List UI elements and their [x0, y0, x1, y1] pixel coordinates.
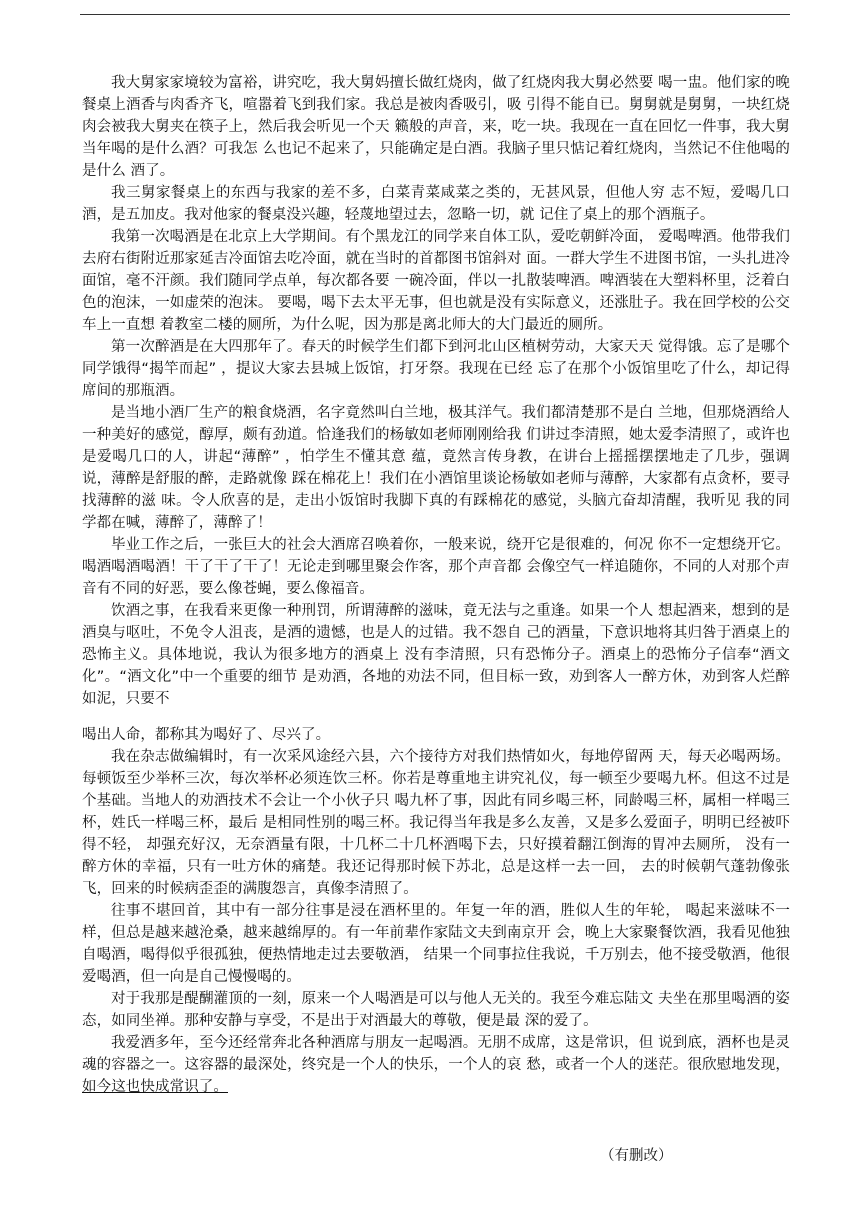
paragraph-first-drink: 我第一次喝酒是在北京上大学期间。有个黑龙江的同学来自体工队，爱吃朝鲜冷面， 爱喝啤酒。他带我们去府右街附近那家延吉冷面馆去吃冷面，就在当时的首都图书馆斜对 面。一群大学生不进图书馆，一头扎进冷面馆，毫不汗颜。我们随同学点单，每次都各要 一碗冷面，伴以一扎散装啤酒。啤酒装在大塑料杯里，泛着白色的泡沫，一如虚荣的泡沫。 要喝，喝下去太平无事，但也就是没有实际意义，还涨肚子。我在回学校的公交车上一直想 着教室二楼的厕所，为什么呢，因为那是离北师大的大门最近的厕所。 [82, 229, 790, 333]
article-body [82, 72, 790, 1098]
paragraph-brandy: 是当地小酒厂生产的粮食烧酒，名字竟然叫白兰地，极其洋气。我们都清楚那不是白 兰地，但那烧酒给人一种美好的感觉，醇厚，颇有劲道。恰逢我们的杨敏如老师刚刚给我 们讲过李清照，她太爱李清照了，或许也是爱喝几口的人，讲起“薄醉” ，怕学生不懂其意 蕴，竟然言传身教，在讲台上摇摇摆摆地走了几步，强调说，薄醉是舒服的醉，走路就像 踩在棉花上！我们在小酒馆里谈论杨敏如老师与薄醉，大家都有点贪杯，要寻找薄醉的滋 味。令人欣喜的是，走出小饭馆时我脚下真的有踩棉花的感觉，头脑亢奋却清醒，我听见 我的同学都在喊，薄醉了，薄醉了！ [82, 405, 790, 531]
underlined-sentence: 如今这也快成常识了。 [82, 1079, 228, 1095]
paragraph-third-uncle: 我三舅家餐桌上的东西与我家的差不多，白菜青菜咸菜之类的，无甚风景，但他人穷 志不短，爱喝几口酒，是五加皮。我对他家的餐桌没兴趣，轻蔑地望过去，忽略一切，就 记住了桌上的那个酒瓶子。 [82, 185, 790, 223]
paragraph-magazine-editor: 我在杂志做编辑时，有一次采风途经六县，六个接待方对我们热情如火，每地停留两 天，每天必喝两场。每顿饭至少举杯三次，每次举杯必须连饮三杯。你若是尊重地主讲究礼仪，每一顿至少要喝九杯。但这不过是个基础。当地人的劝酒技术不会让一个小伙子只 喝九杯了事，因此有同乡喝三杯，同龄喝三杯，属相一样喝三杯，姓氏一样喝三杯，最后 是相同性别的喝三杯。我记得当年我是多么友善，又是多么爱面子，明明已经被吓得不轻， 却强充好汉，无奈酒量有限，十几杯二十几杯酒喝下去，只好摸着翻江倒海的胃冲去厕所， 没有一醉方休的幸福，只有一吐方休的痛楚。我还记得那时候下苏北，总是这样一去一回， 去的时候朝气蓬勃像张飞，回来的时候病歪歪的满腹怨言，真像李清照了。 [82, 749, 790, 897]
paragraph-uncle-braised-pork: 我大舅家家境较为富裕，讲究吃，我大舅妈擅长做红烧肉，做了红烧肉我大舅必然要 喝一盅。他们家的晚餐桌上酒香与肉香齐飞，喧嚣着飞到我们家。我总是被肉香吸引，吸 引得不能自已。舅舅就是舅舅，一块红烧肉会被我大舅夹在筷子上，然后我会听见一个天 籁般的声音，来，吃一块。我现在一直在回忆一件事，我大舅当年喝的是什么酒？可我怎 么也记不起来了，只能确定是白酒。我脑子里只惦记着红烧肉，当然记不住他喝的是什么 酒了。 [82, 75, 790, 179]
paragraph-lu-wenfu: 往事不堪回首，其中有一部分往事是浸在酒杯里的。年复一年的酒，胜似人生的年轮， 喝起来滋味不一样，但总是越来越沧桑，越来越绵厚的。有一年前辈作家陆文夫到南京开 会，晚上大家聚餐饮酒，我看见他独自喝酒，喝得似乎很孤独，便热情地走过去要敬酒， 结果一个同事拉住我说，千万别去，他不接受敬酒，他很爱喝酒，但一向是自己慢慢喝的。 [82, 903, 790, 985]
paragraph-first-drunk: 第一次醉酒是在大四那年了。春天的时候学生们都下到河北山区植树劳动，大家天天 觉得饿。忘了是哪个同学饿得“揭竿而起” ，提议大家去县城上饭馆，打牙祭。我现在已经 忘了在那个小饭馆里吃了什么，却记得席间的那瓶酒。 [82, 339, 790, 399]
top-rule [80, 14, 790, 15]
conclusion-text: 我爱酒多年，至今还经常奔北各种酒席与朋友一起喝酒。无朋不成席，这是常识，但 说到底，酒杯也是灵魂的容器之一。这容器的最深处，终究是一个人的快乐，一个人的哀 愁，或者一个人的迷茫。很欣慰地发现， [82, 1035, 790, 1073]
paragraph-continued: 喝出人命，都称其为喝好了、尽兴了。 [82, 727, 331, 743]
source-note: （有删改） [600, 1148, 673, 1164]
paragraph-after-graduation: 毕业工作之后，一张巨大的社会大酒席召唤着你，一般来说，绕开它是很难的，何况 你不一定想绕开它。喝酒喝酒喝酒！干了干了干了！无论走到哪里聚会作客，那个声音都 会像空气一样追随你，不同的人对那个声音有不同的好恶，要么像苍蝇，要么像福音。 [82, 537, 790, 597]
paragraph-conclusion [82, 1032, 790, 1098]
page-gap [82, 710, 790, 724]
paragraph-enlightenment: 对于我那是醍醐灌顶的一刻，原来一个人喝酒是可以与他人无关的。我至今难忘陆文 夫坐在那里喝酒的姿态，如同坐禅。那种安静与享受，不是出于对酒最大的尊敬，便是最 深的爱了。 [82, 991, 790, 1029]
paragraph-drinking-penalty: 饮酒之事，在我看来更像一种刑罚，所谓薄醉的滋味，竟无法与之重逢。如果一个人 想起酒来，想到的是酒臭与呕吐，不免令人沮丧，是酒的遗憾，也是人的过错。我不怨自 己的酒量，下意识地将其归咎于酒桌上的恐怖主义。具体地说，我认为很多地方的酒桌上 没有李清照，只有恐怖分子。酒桌上的恐怖分子信奉“酒文化”。“酒文化”中一个重要的细节 是劝酒，各地的劝法不同，但目标一致，劝到客人一醉方休，劝到客人烂醉如泥，只要不 [82, 603, 790, 707]
